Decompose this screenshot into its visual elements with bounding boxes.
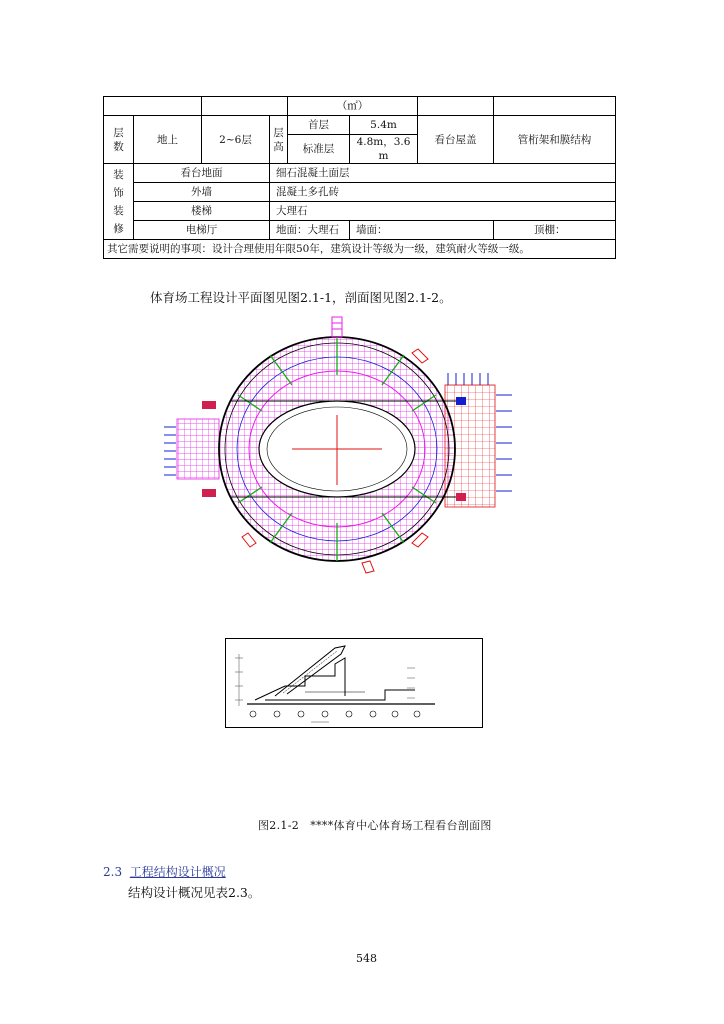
page-number: 548 — [356, 952, 377, 965]
roof-structure: 管桁架和膜结构 — [494, 116, 616, 164]
decor-detail: 混凝土多孔砖 — [270, 183, 616, 202]
building-overview-table — [103, 96, 616, 259]
stand-section-drawing — [225, 638, 483, 728]
floors-label: 层 数 — [104, 116, 134, 164]
decoration-label: 装 饰 装 修 — [104, 164, 134, 240]
stand-roof-label: 看台屋盖 — [418, 116, 494, 164]
plan-reference-paragraph: 体育场工程设计平面图见图2.1-1，剖面图见图2.1-2。 — [150, 290, 452, 305]
table-note: 其它需要说明的事项：设计合理使用年限50年，建筑设计等级为一级，建筑耐火等级一级。 — [104, 240, 616, 259]
section-heading — [103, 863, 226, 880]
first-floor-label: 首层 — [288, 116, 350, 135]
above-ground-label: 地上 — [134, 116, 202, 164]
decor-item: 外墙 — [134, 183, 270, 202]
elevator-floor: 地面：大理石 — [270, 221, 350, 240]
standard-floor-height: 4.8m，3.6 m — [350, 135, 418, 164]
structure-reference-paragraph: 结构设计概况见表2.3。 — [128, 885, 261, 900]
right-arrows — [496, 395, 512, 491]
left-arrows — [164, 427, 176, 475]
decor-item: 楼梯 — [134, 202, 270, 221]
floor-count: 2~6层 — [202, 116, 270, 164]
first-floor-height: 5.4m — [350, 116, 418, 135]
stadium-plan-drawing — [160, 315, 525, 575]
figure-caption: 图2.1-2 ****体育中心体育场工程看台剖面图 — [258, 819, 492, 832]
section-title[interactable]: 工程结构设计概况 — [129, 865, 226, 879]
section-number: 2.3 — [103, 865, 123, 879]
standard-floor-label: 标准层 — [288, 135, 350, 164]
decor-item: 看台地面 — [134, 164, 270, 183]
elevator-hall-label: 电梯厅 — [134, 221, 270, 240]
decor-detail: 细石混凝土面层 — [270, 164, 616, 183]
area-unit: （㎡） — [288, 97, 418, 116]
floor-height-label: 层 高 — [270, 116, 288, 164]
decor-detail: 大理石 — [270, 202, 616, 221]
elevator-wall: 墙面： — [350, 221, 494, 240]
top-arrows — [448, 373, 488, 385]
elevator-ceiling: 顶棚： — [494, 221, 616, 240]
